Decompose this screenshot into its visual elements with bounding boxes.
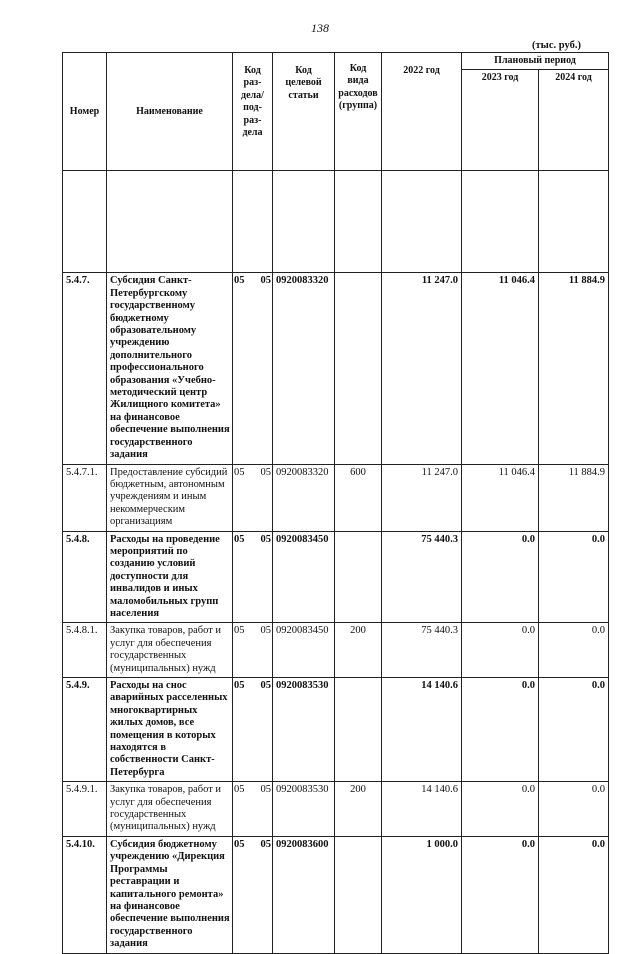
row-value-2023: 0.0 (462, 836, 539, 953)
header-target-label: Код целевой статьи (285, 65, 322, 101)
subsection-code-part: 05 (260, 625, 271, 637)
row-value-2022: 1 000.0 (382, 836, 462, 953)
section-code (234, 534, 271, 546)
row-value-2023: 0.0 (462, 782, 539, 837)
row-number: 5.4.7.1. (63, 464, 107, 531)
row-name: Расходы на снос аварийных расселенных многоквартирных жилых домов, все помещения в которых находятся в собственности Санкт-Петербурга (107, 678, 233, 782)
row-value-2024: 11 884.9 (539, 464, 609, 531)
header-section-label: Код раз- дела/ под- раз- дела (241, 65, 264, 139)
row-target-code: 0920083530 (273, 782, 335, 837)
row-name: Расходы на проведение мероприятий по созданию условий доступности для инвалидов и иных маломобильных групп населения (107, 531, 233, 623)
row-value-2024: 0.0 (539, 782, 609, 837)
header-name: Наименование (107, 53, 233, 171)
row-expense-code: 200 (335, 623, 382, 678)
budget-table (62, 52, 609, 954)
section-code (234, 275, 271, 287)
row-section (233, 782, 273, 837)
row-value-2022: 14 140.6 (382, 782, 462, 837)
section-code (234, 839, 271, 851)
row-expense-code: 200 (335, 782, 382, 837)
header-section (233, 53, 273, 171)
row-section (233, 273, 273, 464)
header-2022-label: 2022 год (403, 65, 440, 76)
row-section (233, 836, 273, 953)
row-name: Субсидия Санкт-Петербургскому государственному бюджетному образовательному учреждению дополнительного профессионального образования «Учебно-методический центр Жилищного комитета» на финансовое обеспечение выполнения государственного задания (107, 273, 233, 464)
table-row (63, 531, 609, 623)
section-code-part: 05 (234, 275, 245, 287)
row-section (233, 531, 273, 623)
table-row (63, 678, 609, 782)
section-code (234, 784, 271, 796)
row-value-2024: 0.0 (539, 623, 609, 678)
row-name: Закупка товаров, работ и услуг для обеспечения государственных (муниципальных) нужд (107, 623, 233, 678)
row-value-2022: 11 247.0 (382, 273, 462, 464)
row-target-code: 0920083450 (273, 531, 335, 623)
header-expense-label: Код вида расходов (группа) (338, 63, 378, 112)
header-plan-period: Плановый период (462, 53, 609, 70)
subsection-code-part: 05 (260, 680, 271, 691)
row-value-2022: 75 440.3 (382, 623, 462, 678)
section-code (234, 467, 271, 479)
row-value-2022: 75 440.3 (382, 531, 462, 623)
header-2023: 2023 год (462, 70, 539, 171)
row-number: 5.4.9.1. (63, 782, 107, 837)
table-row (63, 273, 609, 464)
table-row (63, 464, 609, 531)
row-value-2024: 0.0 (539, 678, 609, 782)
row-target-code: 0920083600 (273, 836, 335, 953)
row-section (233, 464, 273, 531)
row-target-code: 0920083320 (273, 273, 335, 464)
row-name: Закупка товаров, работ и услуг для обеспечения государственных (муниципальных) нужд (107, 782, 233, 837)
section-code-part: 05 (234, 680, 245, 691)
units-label: (тыс. руб.) (532, 40, 581, 51)
row-expense-code (335, 836, 382, 953)
row-value-2022: 14 140.6 (382, 678, 462, 782)
table-row (63, 836, 609, 953)
table-row (63, 782, 609, 837)
row-value-2024: 0.0 (539, 531, 609, 623)
row-expense-code (335, 531, 382, 623)
row-expense-code (335, 678, 382, 782)
row-value-2022: 11 247.0 (382, 464, 462, 531)
row-target-code: 0920083450 (273, 623, 335, 678)
subsection-code-part: 05 (260, 784, 271, 796)
row-target-code: 0920083530 (273, 678, 335, 782)
section-code (234, 680, 271, 692)
row-value-2024: 0.0 (539, 836, 609, 953)
section-code-part: 05 (234, 838, 245, 850)
section-code-part: 05 (234, 466, 245, 478)
row-section (233, 623, 273, 678)
section-code-part: 05 (234, 533, 245, 545)
row-value-2023: 11 046.4 (462, 464, 539, 531)
spacer-row (63, 171, 609, 273)
section-code-part: 05 (234, 625, 245, 637)
section-code-part: 05 (234, 784, 245, 796)
row-number: 5.4.7. (63, 273, 107, 464)
page-number: 138 (311, 21, 329, 35)
row-number: 5.4.8. (63, 531, 107, 623)
section-code (234, 625, 271, 637)
row-expense-code (335, 273, 382, 464)
row-value-2024: 11 884.9 (539, 273, 609, 464)
row-value-2023: 11 046.4 (462, 273, 539, 464)
row-value-2023: 0.0 (462, 623, 539, 678)
row-value-2023: 0.0 (462, 678, 539, 782)
subsection-code-part: 05 (260, 533, 271, 545)
header-target (273, 53, 335, 171)
subsection-code-part: 05 (260, 466, 271, 478)
table-row (63, 623, 609, 678)
row-value-2023: 0.0 (462, 531, 539, 623)
row-number: 5.4.8.1. (63, 623, 107, 678)
subsection-code-part: 05 (260, 275, 271, 287)
header-number: Номер (63, 53, 107, 171)
header-2022 (382, 53, 462, 171)
row-target-code: 0920083320 (273, 464, 335, 531)
header-2024: 2024 год (539, 70, 609, 171)
row-name: Предоставление субсидий бюджетным, автономным учреждениям и иным некоммерческим организациям (107, 464, 233, 531)
header-expense (335, 53, 382, 171)
row-name: Субсидия бюджетному учреждению «Дирекция Программы реставрации и капитального ремонта» на финансовое обеспечение выполнения государственного задания (107, 836, 233, 953)
row-number: 5.4.10. (63, 836, 107, 953)
subsection-code-part: 05 (260, 838, 271, 850)
row-expense-code: 600 (335, 464, 382, 531)
row-section (233, 678, 273, 782)
row-number: 5.4.9. (63, 678, 107, 782)
